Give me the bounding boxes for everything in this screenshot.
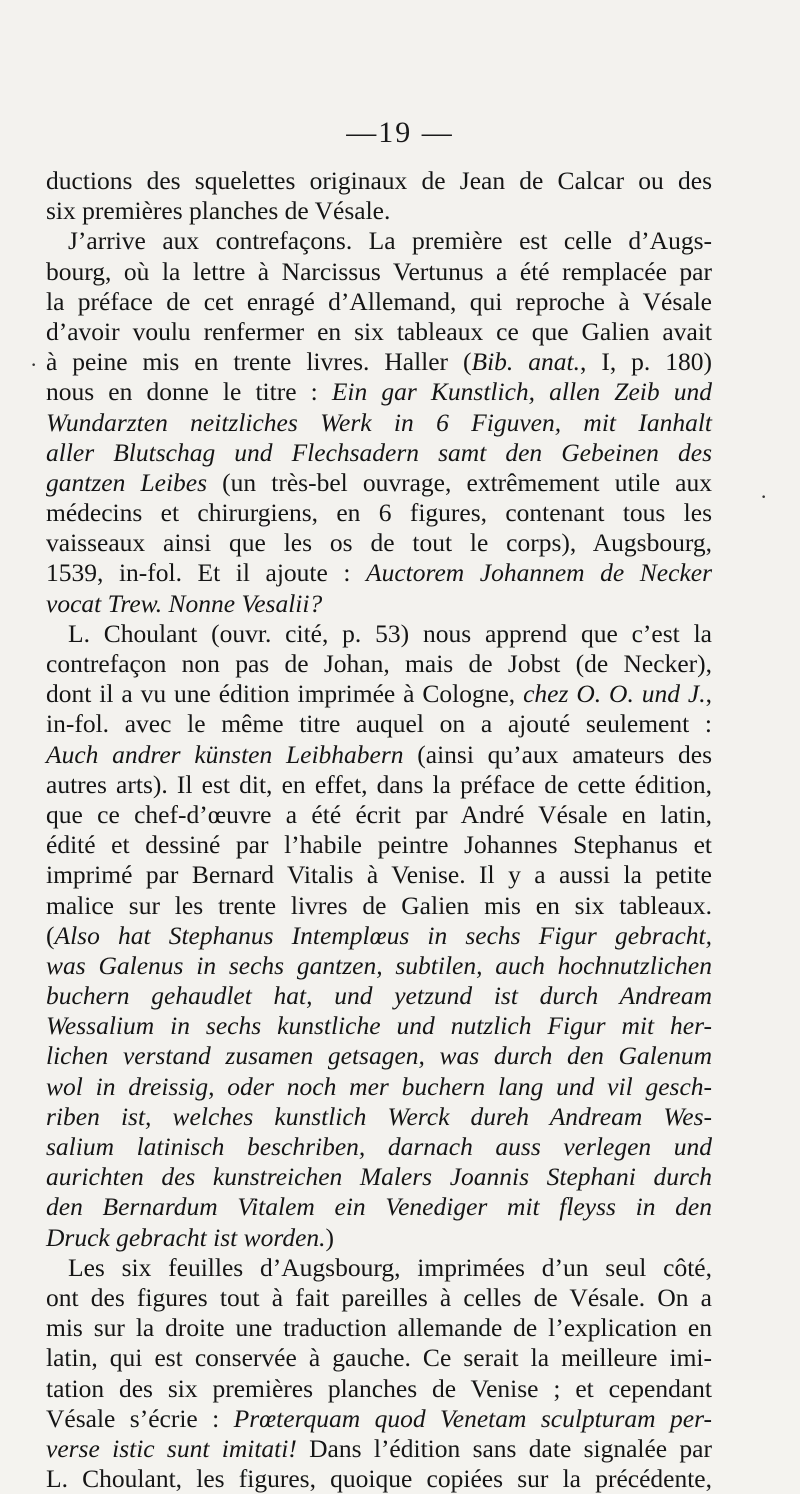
italic-text: chez O. O. und J.: [523, 679, 706, 709]
italic-text: vocat Trew. Nonne Vesalii?: [46, 588, 323, 618]
text-segment: mis sur la droite une traduction allemande de l’explication en: [46, 1313, 712, 1343]
text-segment: édité et dessiné par l’habile peintre Johannes Stephanus et: [46, 830, 712, 860]
italic-text: Wessalium in sechs kunstliche und nutzlich Figur mit her-: [46, 1011, 712, 1041]
text-line: [46, 257, 712, 287]
text-line: [46, 498, 712, 528]
text-segment: in-fol. avec le même titre auquel on a ajouté seulement :: [46, 709, 712, 739]
text-line: [46, 1132, 712, 1162]
text-segment: six premières planches de Vésale.: [46, 196, 391, 226]
text-line: [46, 468, 712, 498]
text-line: [46, 740, 712, 770]
text-segment: vaisseaux ainsi que les os de tout le corps), Augsbourg,: [46, 528, 712, 558]
text-segment: (: [46, 920, 55, 950]
text-line: [46, 377, 712, 407]
text-segment: , I, p. 180): [579, 347, 712, 377]
text-segment: imprimé par Bernard Vitalis à Venise. Il y a aussi la petite: [46, 860, 712, 890]
italic-text: aurichten des kunstreichen Malers Joannis Stephani durch: [46, 1162, 712, 1192]
text-line: [46, 1072, 712, 1102]
italic-text: den Bernardum Vitalem ein Venediger mit fleyss in den: [46, 1192, 712, 1222]
italic-text: was Galenus in sechs gantzen, subtilen, auch hochnutzlichen: [46, 950, 712, 980]
italic-text: lichen verstand zusamen getsagen, was durch den Galenum: [46, 1041, 712, 1071]
text-segment: dont il a vu une édition imprimée à Cologne,: [46, 679, 524, 709]
text-line: [46, 709, 712, 739]
text-segment: médecins et chirurgiens, en 6 figures, contenant tous les: [46, 498, 712, 528]
text-line: [46, 981, 712, 1011]
text-segment: Les six feuilles d’Augsbourg, imprimées d’un seul côté,: [68, 1252, 712, 1282]
text-line: [46, 1162, 712, 1192]
italic-text: aller Blutschag und Flechsadern samt den Gebeinen des: [46, 437, 712, 467]
text-line: [46, 589, 712, 619]
italic-text: Ein gar Kunstlich, allen Zeib und: [331, 377, 712, 407]
text-line: [46, 408, 712, 438]
text-line: [46, 830, 712, 860]
text-line: [46, 196, 712, 226]
text-segment: la préface de cet enragé d’Allemand, qui reproche à Vésale: [46, 286, 712, 316]
text-line: [46, 1464, 712, 1494]
text-line: [46, 951, 712, 981]
text-segment: ,: [705, 679, 712, 709]
text-line: [46, 770, 712, 800]
text-segment: malice sur les trente livres de Galien mis en six tableaux.: [46, 890, 712, 920]
text-segment: J’arrive aux contrefaçons. La première est celle d’Augs-: [68, 226, 712, 256]
text-segment: Dans l’édition sans date signalée par: [296, 1433, 712, 1463]
text-segment: Vésale s’écrie :: [46, 1403, 234, 1433]
margin-dot: ·: [30, 352, 38, 377]
text-line: [46, 1404, 712, 1434]
text-segment: d’avoir voulu renfermer en six tableaux ce que Galien avait: [46, 316, 712, 346]
text-line: [46, 347, 712, 377]
text-segment: que ce chef-d’œuvre a été écrit par André Vésale en latin,: [46, 799, 712, 829]
text-segment: contrefaçon non pas de Johan, mais de Jobst (de Necker),: [46, 649, 712, 678]
italic-text: verse istic sunt imitati!: [46, 1433, 297, 1463]
text-line: [46, 1343, 712, 1373]
italic-text: buchern gehaudlet hat, und yetzund ist durch Andream: [46, 981, 712, 1011]
italic-text: Bib. anat.: [471, 347, 580, 377]
text-line: [46, 1374, 712, 1404]
text-line: [46, 860, 712, 890]
text-line: [46, 1041, 712, 1071]
text-line: [46, 679, 712, 709]
text-line: [46, 1011, 712, 1041]
text-line: [46, 558, 712, 588]
text-line: [46, 1283, 712, 1313]
text-segment: ): [325, 1222, 335, 1252]
text-segment: à peine mis en trente livres. Haller (: [46, 347, 472, 377]
text-line: [46, 1192, 712, 1222]
text-line: [46, 891, 712, 921]
text-segment: bourg, où la lettre à Narcissus Vertunus a été remplacée par: [46, 256, 712, 286]
text-line: [46, 528, 712, 558]
text-line: [46, 1223, 712, 1253]
text-segment: nous en donne le titre :: [46, 377, 332, 407]
text-line: [46, 649, 712, 679]
text-segment: (ainsi qu’aux amateurs des: [403, 739, 712, 769]
text-segment: 1539, in-fol. Et il ajoute :: [46, 558, 367, 588]
italic-text: Auch andrer künsten Leibhabern: [46, 739, 404, 769]
text-segment: latin, qui est conservée à gauche. Ce serait la meilleure imi-: [46, 1343, 712, 1373]
text-line: [46, 1102, 712, 1132]
margin-dot: ·: [760, 484, 768, 509]
italic-text: Also hat Stephanus Intemplœus in sechs Figur gebracht,: [54, 920, 712, 950]
italic-text: salium latinisch beschriben, darnach auss verlegen und: [46, 1132, 712, 1161]
body-text: [46, 166, 712, 1494]
text-segment: L. Choulant, les figures, quoique copiées sur la précédente,: [46, 1464, 712, 1494]
text-line: [46, 317, 712, 347]
text-line: [46, 226, 712, 256]
text-segment: (un très-bel ouvrage, extrêmement utile aux: [207, 467, 712, 497]
italic-text: Prœterquam quod Venetam sculpturam per-: [233, 1403, 712, 1433]
text-segment: autres arts). Il est dit, en effet, dans la préface de cette édition,: [46, 769, 712, 799]
text-segment: ductions des squelettes originaux de Jean de Calcar ou des: [46, 166, 712, 195]
text-segment: L. Choulant (ouvr. cité, p. 53) nous apprend que c’est la: [68, 618, 712, 648]
page-number: —19 —: [346, 116, 454, 149]
text-line: [46, 619, 712, 649]
italic-text: wol in dreissig, oder noch mer buchern lang und vil gesch-: [46, 1071, 712, 1101]
italic-text: Wundarzten neitzliches Werk in 6 Figuven, mit Ianhalt: [46, 407, 712, 437]
italic-text: Auctorem Johannem de Necker: [366, 558, 712, 588]
italic-text: gantzen Leibes: [46, 467, 208, 497]
text-line: [46, 438, 712, 468]
text-segment: tation des six premières planches de Venise ; et cependant: [46, 1373, 712, 1403]
text-line: [46, 1434, 712, 1464]
italic-text: Druck gebracht ist worden.: [46, 1222, 326, 1252]
text-line: [46, 1313, 712, 1343]
text-segment: ont des figures tout à fait pareilles à celles de Vésale. On a: [46, 1282, 712, 1312]
italic-text: riben ist, welches kunstlich Werck dureh Andream Wes-: [46, 1101, 712, 1131]
text-line: [46, 921, 712, 951]
text-line: [46, 287, 712, 317]
text-line: [46, 800, 712, 830]
text-line: [46, 1253, 712, 1283]
text-line: [46, 166, 712, 196]
